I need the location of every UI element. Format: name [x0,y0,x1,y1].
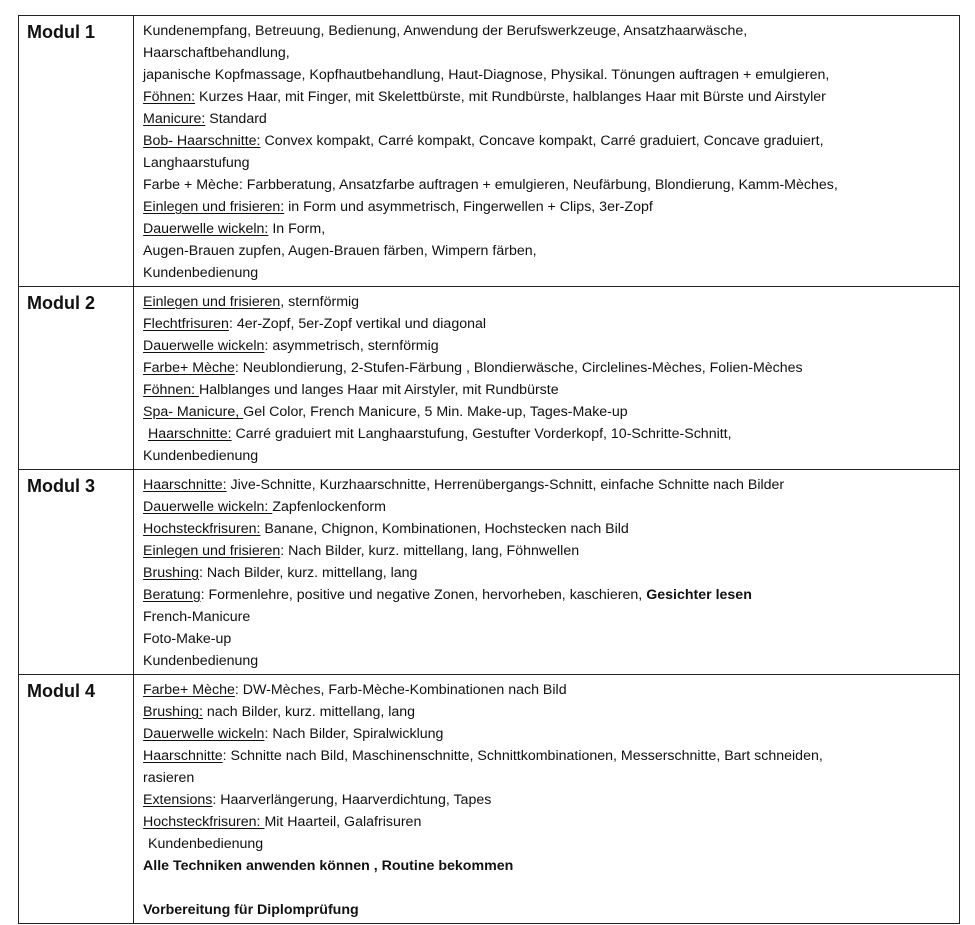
topic-heading: Farbe+ Mèche [143,682,235,698]
topic-heading: Haarschnitte: [148,426,232,442]
module-table [18,15,960,924]
content-line: Einlegen und frisieren: Nach Bilder, kurz. mittellang, lang, Föhnwellen [143,543,580,559]
module-row-3 [19,470,960,675]
content-line: Dauerwelle wickeln: Zapfenlockenform [143,499,386,515]
topic-heading: Flechtfrisuren [143,316,229,332]
module-content [134,675,960,924]
content-line: Augen-Brauen zupfen, Augen-Brauen färben, Wimpern färben, [143,243,537,259]
module-row-4 [19,675,960,924]
content-line: Kundenbedienung [143,265,259,281]
topic-heading: Föhnen: [143,89,196,105]
content-line: Haarschnitte: Jive-Schnitte, Kurzhaarschnitte, Herrenübergangs-Schnitt, einfache Schnitte nach Bilder [143,477,785,493]
module-name: Modul 1 [19,16,134,287]
content-line: Spa- Manicure, Gel Color, French Manicure, 5 Min. Make-up, Tages-Make-up [143,404,628,420]
content-line: Kundenempfang, Betreuung, Bedienung, Anwendung der Berufswerkzeuge, Ansatzhaarwäsche, [143,23,748,39]
topic-heading: Manicure: [143,111,206,127]
content-line: Beratung: Formenlehre, positive und negative Zonen, hervorheben, kaschieren, Gesichter lesen [143,587,752,603]
topic-heading: Einlegen und frisieren: [143,199,285,215]
topic-heading: Hochsteckfrisuren: [143,814,265,830]
topic-heading: Brushing [143,565,199,581]
module-row-1 [19,16,960,287]
content-line: Haarschaftbehandlung, [143,45,290,61]
content-line: Haarschnitte: Schnitte nach Bild, Maschinenschnitte, Schnittkombinationen, Messerschnitte, Bart schneiden, [143,748,823,764]
module-row-2 [19,287,960,470]
module-name: Modul 4 [19,675,134,924]
blank-line [143,877,953,899]
content-line: Einlegen und frisieren, sternförmig [143,294,360,310]
content-line: Foto-Make-up [143,631,232,647]
content-line: Dauerwelle wickeln: Nach Bilder, Spiralwicklung [143,726,444,742]
topic-heading: Bob- Haarschnitte: [143,133,261,149]
topic-heading: Farbe+ Mèche [143,360,235,376]
module-name: Modul 2 [19,287,134,470]
module-content [134,470,960,675]
topic-heading: Brushing: [143,704,203,720]
content-line: Kundenbedienung [148,836,264,852]
bold-line: Alle Techniken anwenden können , Routine bekommen [143,858,514,874]
bold-emphasis: Gesichter lesen [646,587,752,603]
content-line: Farbe+ Mèche: DW-Mèches, Farb-Mèche-Kombinationen nach Bild [143,682,567,698]
topic-heading: Einlegen und frisieren [143,294,281,310]
content-line: Dauerwelle wickeln: In Form, [143,221,326,237]
bold-line: Vorbereitung für Diplomprüfung [143,902,359,918]
content-line: rasieren [143,770,195,786]
content-line: Dauerwelle wickeln: asymmetrisch, sternförmig [143,338,439,354]
topic-heading: Spa- Manicure, [143,404,244,420]
topic-heading: Dauerwelle wickeln [143,726,265,742]
content-line: Bob- Haarschnitte: Convex kompakt, Carré kompakt, Concave kompakt, Carré graduiert, Concave graduiert, [143,133,824,149]
content-line: Farbe+ Mèche: Neublondierung, 2-Stufen-Färbung , Blondierwäsche, Circlelines-Mèches, Folien-Mèches [143,360,803,376]
topic-heading: Extensions [143,792,213,808]
content-line: French-Manicure [143,609,251,625]
topic-heading: Föhnen: [143,382,200,398]
content-line: Manicure: Standard [143,111,267,127]
content-line: Flechtfrisuren: 4er-Zopf, 5er-Zopf vertikal und diagonal [143,316,487,332]
content-line: Hochsteckfrisuren: Mit Haarteil, Galafrisuren [143,814,422,830]
module-content [134,287,960,470]
content-line: Einlegen und frisieren: in Form und asymmetrisch, Fingerwellen + Clips, 3er-Zopf [143,199,653,215]
content-line: Kundenbedienung [143,653,259,669]
topic-heading: Dauerwelle wickeln: [143,499,273,515]
content-line: Kundenbedienung [143,448,259,464]
content-line: Brushing: Nach Bilder, kurz. mittellang, lang [143,565,418,581]
topic-heading: Haarschnitte: [143,477,227,493]
module-name: Modul 3 [19,470,134,675]
content-line: Hochsteckfrisuren: Banane, Chignon, Kombinationen, Hochstecken nach Bild [143,521,629,537]
content-line: Föhnen: Halblanges und langes Haar mit Airstyler, mit Rundbürste [143,382,559,398]
topic-heading: Einlegen und frisieren [143,543,281,559]
content-line: japanische Kopfmassage, Kopfhautbehandlung, Haut-Diagnose, Physikal. Tönungen auftragen + emulgieren, [143,67,830,83]
content-line: Haarschnitte: Carré graduiert mit Langhaarstufung, Gestufter Vorderkopf, 10-Schritte-Schnitt, [148,426,732,442]
module-content [134,16,960,287]
content-line: Föhnen: Kurzes Haar, mit Finger, mit Skelettbürste, mit Rundbürste, halblanges Haar mit Bürste und Airstyler [143,89,826,105]
topic-heading: Haarschnitte [143,748,223,764]
topic-heading: Beratung [143,587,201,603]
content-line: Farbe + Mèche: Farbberatung, Ansatzfarbe auftragen + emulgieren, Neufärbung, Blondierung, Kamm-Mèches, [143,177,838,193]
content-line: Extensions: Haarverlängerung, Haarverdichtung, Tapes [143,792,492,808]
content-line: Brushing: nach Bilder, kurz. mittellang, lang [143,704,416,720]
topic-heading: Hochsteckfrisuren: [143,521,261,537]
topic-heading: Dauerwelle wickeln: [143,221,269,237]
content-line: Langhaarstufung [143,155,250,171]
topic-heading: Dauerwelle wickeln [143,338,265,354]
